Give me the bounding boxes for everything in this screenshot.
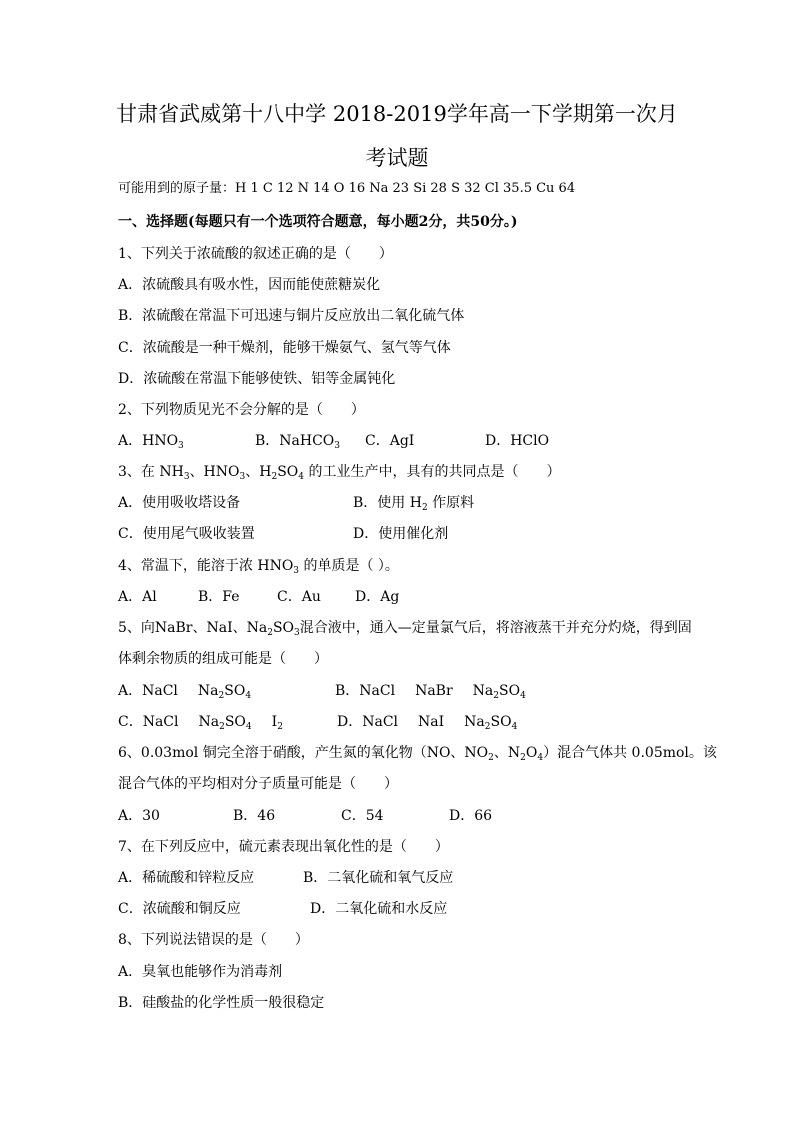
question-2-option-b: B．NaHCO$_3$ [255,433,341,451]
question-5-option-d: D．NaCl NaI $Na_2SO_4$ [337,714,518,732]
page-title-continued: 考试题 [365,146,429,170]
section-heading: 一、选择题(每题只有一个选项符合题意，每小题2分，共50分。) [118,214,518,230]
atomic-masses-line: 可能用到的原子量：H 1 C 12 N 14 O 16 Na 23 Si 28 S 32 Cl 35.5 Cu 64 [118,181,576,196]
question-3-option-a: A．使用吸收塔设备 [118,495,241,511]
question-7-option-a: A．稀硫酸和锌粒反应 [118,870,255,886]
page-title: 甘肃省武威第十八中学 2018-2019学年高一下学期第一次月 [116,102,678,126]
question-5-stem: 5、向NaBr、NaI、$Na_2SO_3$混合液中，通入—定量氯气后，将溶液蒸干并充分灼烧，得到固 [118,620,692,638]
question-6-option-c: C．54 [341,808,384,824]
question-8-option-b: B．硅酸盐的化学性质一般很稳定 [118,995,325,1011]
question-5-option-b: B．NaCl NaBr $Na_2SO_4$ [335,683,526,701]
question-7-option-d: D．二氧化硫和水反应 [310,901,448,917]
question-4-option-c: C．Au [277,589,321,605]
question-8-stem: 8、下列说法错误的是（ ） [118,932,309,948]
question-6-stem-continued: 混合气体的平均相对分子质量可能是（ ） [118,776,398,792]
question-1-option-a: A．浓硫酸具有吸水性，因而能使蔗糖炭化 [118,277,381,293]
question-6-option-b: B．46 [233,808,276,824]
question-7-stem: 7、在下列反应中，硫元素表现出氧化性的是（ ） [118,839,449,855]
question-2-option-c: C．AgI [365,433,415,449]
question-2-option-a: A．$HNO_3$ [118,433,184,451]
question-1-stem: 1、下列关于浓硫酸的叙述正确的是（ ） [118,246,393,262]
question-3-stem: 3、在 $NH_3$、$HNO_3$、$H_2SO_4$ 的工业生产中，具有的共同点是（ ） [118,464,561,482]
question-5-stem-continued: 体剩余物质的组成可能是（ ） [118,651,328,667]
question-4-option-b: B．Fe [198,589,240,605]
question-2-stem: 2、下列物质见光不会分解的是（ ） [118,402,365,418]
question-1-option-c: C．浓硫酸是一种干燥剂，能够干燥氨气、氢气等气体 [118,340,451,356]
question-4-stem: 4、常温下，能溶于浓 $HNO_3$ 的单质是（ ）。 [118,558,399,576]
question-3-option-d: D．使用催化剂 [353,526,449,542]
question-4-option-d: D．Ag [355,589,400,605]
question-4-option-a: A．Al [118,589,157,605]
question-5-option-c: C．NaCl $Na_2SO_4$ $I_2$ [118,714,283,732]
question-6-option-d: D．66 [449,808,493,824]
question-7-option-b: B．二氧化硫和氧气反应 [303,870,454,886]
question-6-stem: 6、0.03mol 铜完全溶于硝酸，产生氮的氧化物（NO、$NO_2$、$N_2O_4$）混合气体共 0.05mol。该 [118,745,717,763]
question-5-option-a: A．NaCl $Na_2SO_4$ [118,683,252,701]
question-6-option-a: A．30 [118,808,160,824]
question-8-option-a: A．臭氧也能够作为消毒剂 [118,964,283,980]
question-3-option-c: C．使用尾气吸收装置 [118,526,255,542]
question-2-option-d: D．HClO [485,433,550,449]
question-3-option-b: B．使用 $H_2$ 作原料 [353,495,475,513]
question-1-option-d: D．浓硫酸在常温下能够使铁、铝等金属钝化 [118,371,396,387]
question-1-option-b: B．浓硫酸在常温下可迅速与铜片反应放出二氧化硫气体 [118,308,465,324]
question-7-option-c: C．浓硫酸和铜反应 [118,901,241,917]
